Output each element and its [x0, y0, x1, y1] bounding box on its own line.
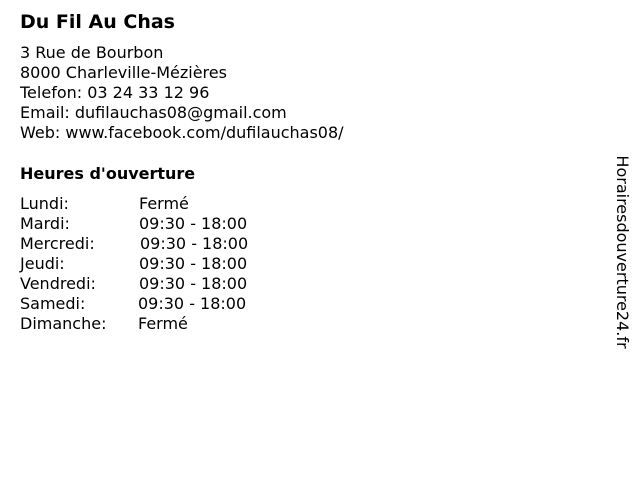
- day-label: Mardi:: [20, 214, 70, 233]
- hours-row-mercredi: [20, 234, 320, 254]
- day-label: Mercredi:: [20, 234, 95, 253]
- hours-row-lundi: [20, 194, 320, 214]
- hours-row-samedi: [20, 294, 320, 314]
- day-hours: 09:30 - 18:00: [139, 214, 248, 233]
- day-hours: 09:30 - 18:00: [139, 274, 248, 293]
- phone-number: Telefon: 03 24 33 12 96: [20, 83, 210, 102]
- website-address: Web: www.facebook.com/dufilauchas08/: [20, 123, 344, 142]
- day-hours: Fermé: [139, 194, 189, 213]
- day-label: Jeudi:: [20, 254, 65, 273]
- opening-hours-table: [20, 194, 320, 334]
- hours-row-jeudi: [20, 254, 320, 274]
- city-address: 8000 Charleville-Mézières: [20, 63, 227, 82]
- email-address: Email: dufilauchas08@gmail.com: [20, 103, 287, 122]
- hours-row-dimanche: [20, 314, 320, 334]
- day-label: Dimanche:: [20, 314, 107, 333]
- shop-name: Du Fil Au Chas: [20, 11, 175, 33]
- day-hours: 09:30 - 18:00: [139, 254, 248, 273]
- opening-hours-heading: Heures d'ouverture: [20, 164, 196, 183]
- hours-row-vendredi: [20, 274, 320, 294]
- address-block: [20, 43, 344, 143]
- hours-row-mardi: [20, 214, 320, 234]
- day-label: Lundi:: [20, 194, 69, 213]
- street-address: 3 Rue de Bourbon: [20, 43, 164, 62]
- day-hours: 09:30 - 18:00: [138, 294, 247, 313]
- day-label: Vendredi:: [20, 274, 96, 293]
- site-watermark: Horairesdouverture24.fr: [613, 155, 632, 349]
- day-hours: Fermé: [138, 314, 188, 333]
- day-hours: 09:30 - 18:00: [140, 234, 249, 253]
- day-label: Samedi:: [20, 294, 86, 313]
